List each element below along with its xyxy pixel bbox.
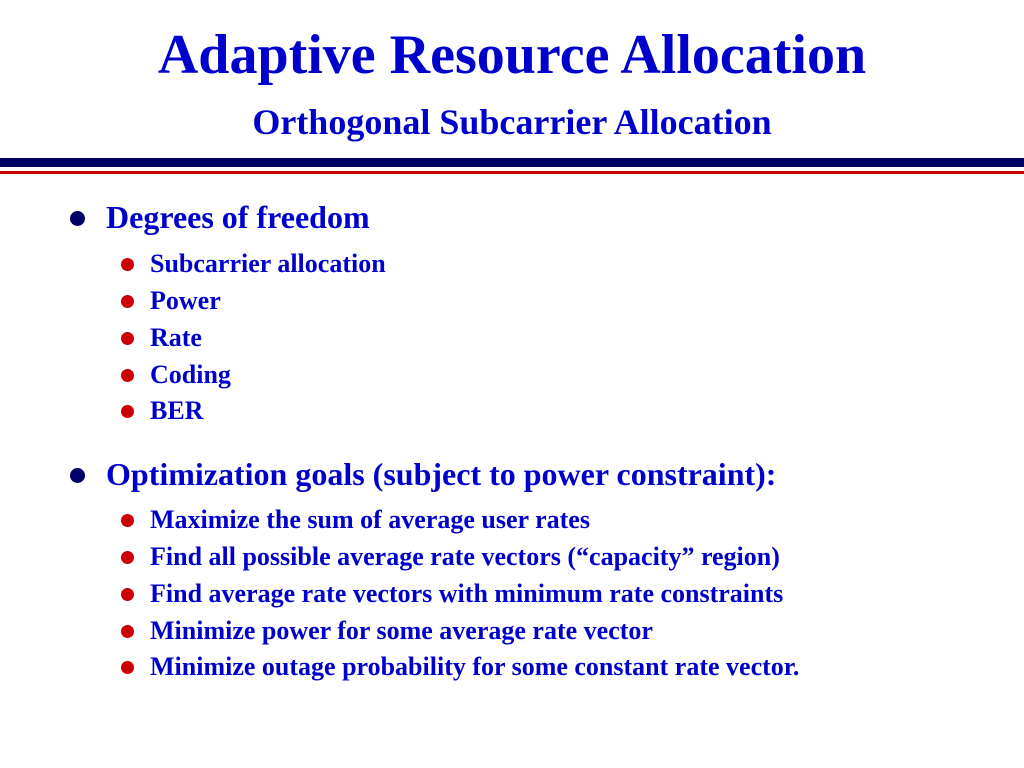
sub-bullet-icon bbox=[121, 258, 134, 271]
section-heading-degrees-of-freedom: Degrees of freedom bbox=[106, 199, 370, 235]
sub-bullet-icon bbox=[121, 625, 134, 638]
list-item: Find all possible average rate vectors (“capacity” region) bbox=[150, 542, 780, 571]
sub-bullet-icon bbox=[121, 588, 134, 601]
list-item: Power bbox=[150, 286, 221, 315]
bullet-icon bbox=[70, 468, 85, 483]
sub-bullet-icon bbox=[121, 661, 134, 674]
sub-bullet-icon bbox=[121, 369, 134, 382]
sub-bullet-icon bbox=[121, 405, 134, 418]
list-item: Subcarrier allocation bbox=[150, 249, 386, 278]
list-item: Minimize outage probability for some constant rate vector. bbox=[150, 652, 800, 681]
sub-bullet-icon bbox=[121, 514, 134, 527]
list-item: Rate bbox=[150, 323, 202, 352]
list-item: Coding bbox=[150, 360, 231, 389]
list-item: Find average rate vectors with minimum rate constraints bbox=[150, 579, 784, 608]
bullet-icon bbox=[70, 211, 85, 226]
sub-bullet-icon bbox=[121, 332, 134, 345]
sub-bullet-icon bbox=[121, 551, 134, 564]
section-heading-optimization-goals: Optimization goals (subject to power constraint): bbox=[106, 456, 777, 492]
sub-bullet-icon bbox=[121, 295, 134, 308]
list-item: BER bbox=[150, 396, 204, 425]
slide-title: Adaptive Resource Allocation bbox=[157, 24, 867, 86]
list-item: Maximize the sum of average user rates bbox=[150, 505, 590, 534]
slide-subtitle: Orthogonal Subcarrier Allocation bbox=[252, 102, 772, 142]
list-item: Minimize power for some average rate vector bbox=[150, 616, 653, 645]
